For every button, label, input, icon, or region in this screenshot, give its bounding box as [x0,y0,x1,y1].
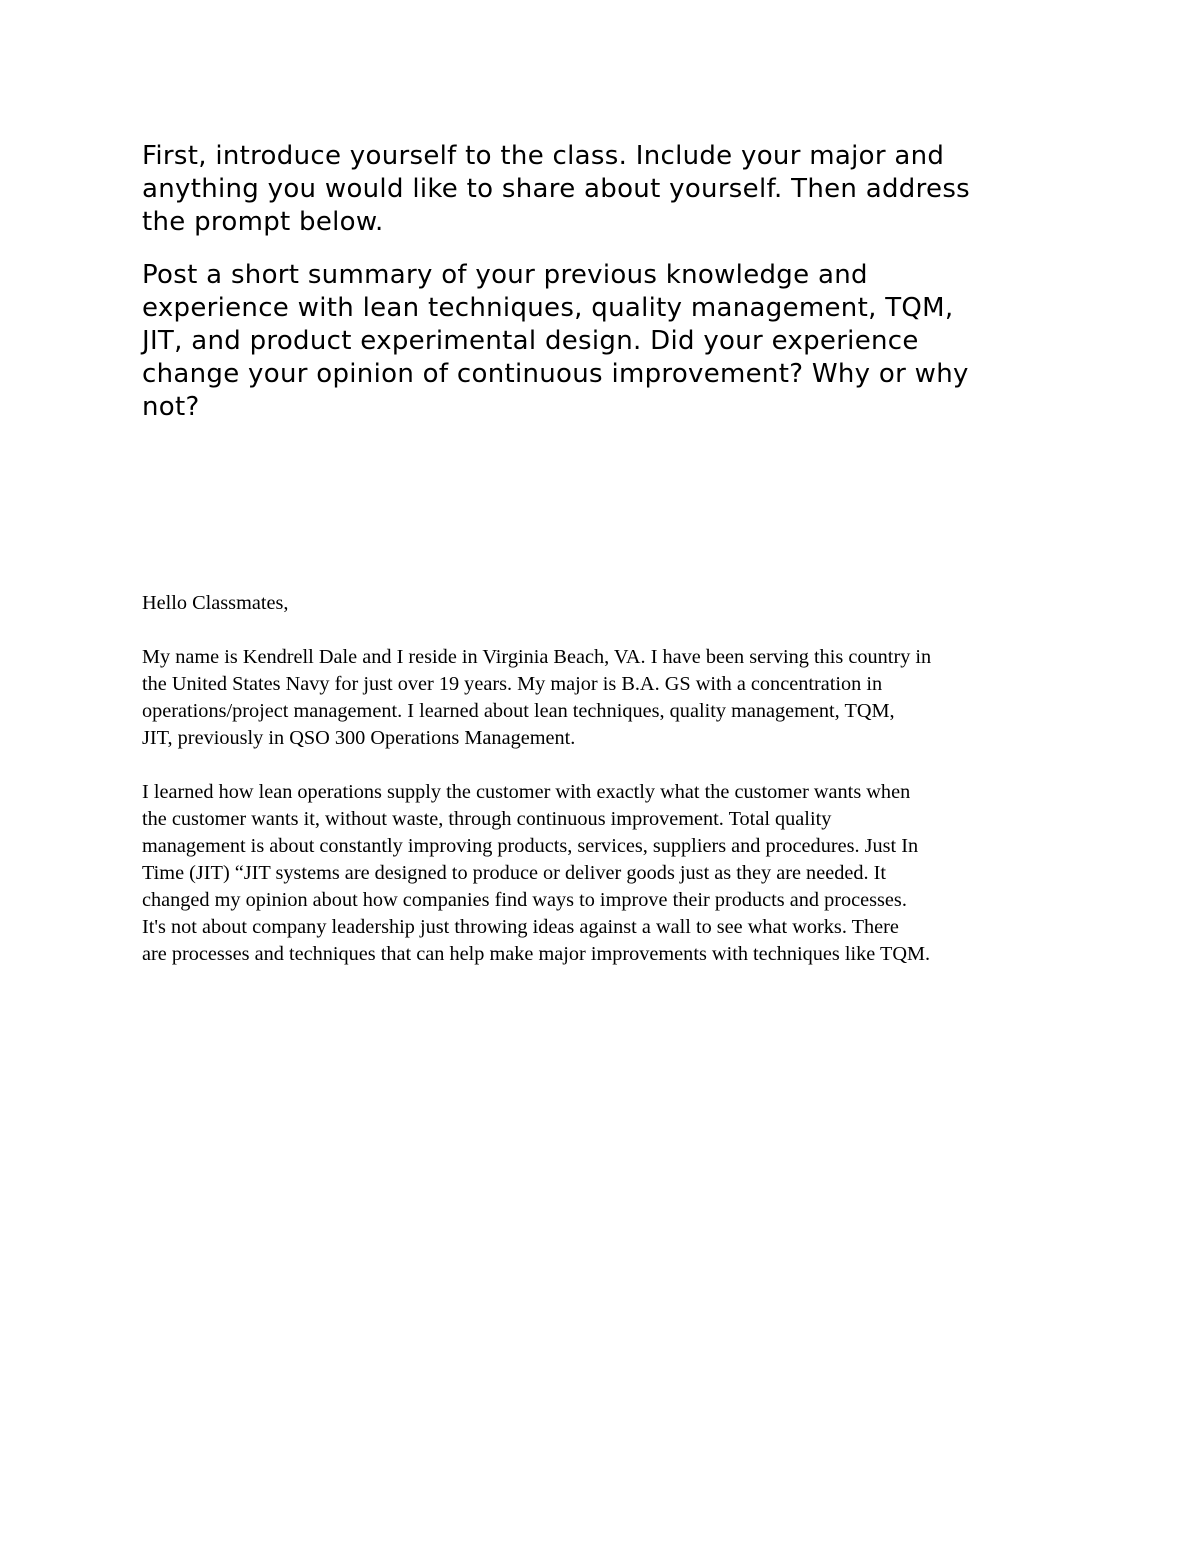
prompt-question-line: change your opinion of continuous improvement? Why or why [142,359,969,389]
response-line: It's not about company leadership just throwing ideas against a wall to see what works. There [142,916,899,938]
response-line: are processes and techniques that can help make major improvements with techniques like TQM. [142,943,931,965]
prompt-question-line: not? [142,392,200,422]
prompt-question-line: JIT, and product experimental design. Did your experience [142,326,919,356]
prompt-intro-line: the prompt below. [142,207,384,237]
response-line: the customer wants it, without waste, through continuous improvement. Total quality [142,808,832,830]
response-line: management is about constantly improving products, services, suppliers and procedures. Just In [142,835,919,857]
response-paragraph-body [142,779,1077,968]
student-response [142,590,1077,968]
assignment-prompt [142,140,1082,424]
response-greeting: Hello Classmates, [142,592,289,614]
response-line: Time (JIT) “JIT systems are designed to produce or deliver goods just as they are needed. It [142,862,887,884]
response-line: changed my opinion about how companies find ways to improve their products and processes. [142,889,907,911]
prompt-question-line: experience with lean techniques, quality management, TQM, [142,293,954,323]
prompt-intro-line: First, introduce yourself to the class. Include your major and [142,141,945,171]
response-line: My name is Kendrell Dale and I reside in Virginia Beach, VA. I have been serving this country in [142,646,932,668]
prompt-question-paragraph [142,259,1082,424]
prompt-intro-paragraph [142,140,1082,239]
response-paragraph-intro [142,644,1077,752]
prompt-question-line: Post a short summary of your previous knowledge and [142,260,868,290]
response-line: operations/project management. I learned about lean techniques, quality management, TQM, [142,700,895,722]
response-line: I learned how lean operations supply the customer with exactly what the customer wants when [142,781,911,803]
prompt-intro-line: anything you would like to share about yourself. Then address [142,174,971,204]
response-line: JIT, previously in QSO 300 Operations Management. [142,727,576,749]
response-line: the United States Navy for just over 19 years. My major is B.A. GS with a concentration in [142,673,883,695]
